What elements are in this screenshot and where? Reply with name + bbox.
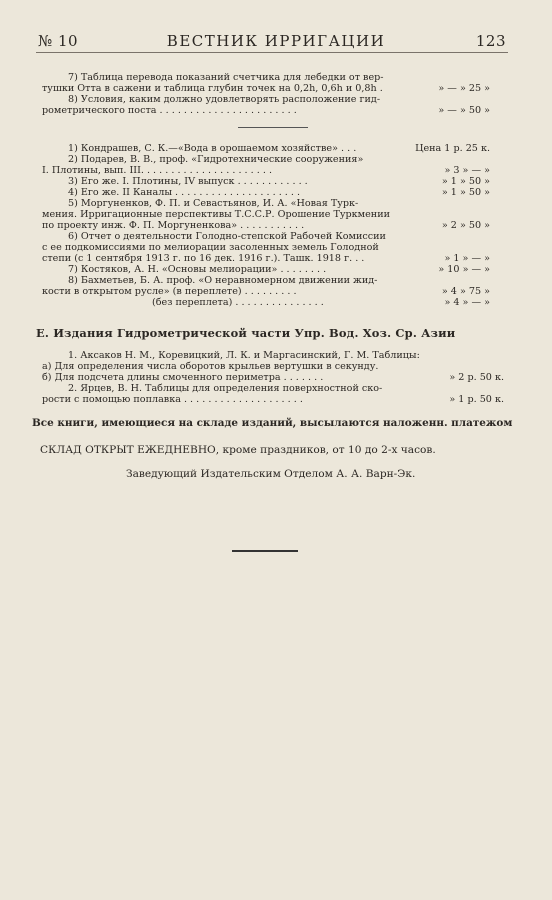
book-item-line: кости в открытом русле» (в переплете) . . . . . . . . . » 4 » 75 » <box>42 286 490 297</box>
section-e-line: рости с помощью поплавка . . . . . . . . . . . . . . . . . . . . » 1 р. 50 к. <box>42 394 504 405</box>
manager-line: Заведующий Издательским Отделом А. А. Варн-Эк. <box>126 468 416 480</box>
book-item-line: 2) Подарев, В. В., проф. «Гидротехнические сооружения» <box>68 154 364 165</box>
top-item-line: 7) Таблица перевода показаний счетчика для лебедки от вер- <box>68 72 384 83</box>
book-item-line: с ее подкомиссиями по мелиорации засоленных земель Голодной <box>42 242 379 253</box>
page-number: 123 <box>475 32 506 50</box>
book-item-line: степи (с 1 сентября 1913 г. по 16 дек. 1916 г.). Ташк. 1918 г. . . » 1 » — » <box>42 253 490 264</box>
book-item-line: 4) Его же. II Каналы . . . . . . . . . . . . . . . . . . . . . » 1 » 50 » <box>68 187 490 198</box>
section-e-line: 1. Аксаков Н. М., Коревицкий, Л. К. и Маргасинский, Г. М. Таблицы: <box>68 350 420 361</box>
section-e-line: 2. Ярцев, В. Н. Таблицы для определения поверхностной ско- <box>68 383 383 394</box>
top-item-line: рометрического поста . . . . . . . . . . . . . . . . . . . . . . . » — » 50 » <box>42 105 490 116</box>
book-item-line: 7) Костяков, А. Н. «Основы мелиорации» . . . . . . . . » 10 » — » <box>68 264 490 275</box>
notice-books: Все книги, имеющиеся на складе изданий, высылаются наложенн. платежом <box>32 417 513 429</box>
section-e-line: а) Для определения числа оборотов крыльев вертушки в секунду. <box>42 361 379 372</box>
book-item-line: мения. Ирригационные перспективы Т.С.С.Р. Орошение Туркмении <box>42 209 390 220</box>
top-item-line: тушки Отта в сажени и таблица глубин точек на 0,2h, 0,6h и 0,8h . » — » 25 » <box>42 83 490 94</box>
section-e-heading: Е. Издания Гидрометрической части Упр. Вод. Хоз. Ср. Азии <box>36 326 456 340</box>
book-item-line: 6) Отчет о деятельности Голодно-степской Рабочей Комиссии <box>68 231 386 242</box>
bottom-rule <box>232 550 298 552</box>
section-e-line: б) Для подсчета длины смоченного периметра . . . . . . . » 2 р. 50 к. <box>42 372 504 383</box>
issue-number: № 10 <box>38 32 79 50</box>
book-item-line: I. Плотины, вып. III. . . . . . . . . . . . . . . . . . . . . . » 3 » — » <box>42 165 490 176</box>
book-item-line: (без переплета) . . . . . . . . . . . . . . . » 4 » — » <box>152 297 490 308</box>
book-item-line: по проекту инж. Ф. П. Моргуненкова» . . . . . . . . . . . » 2 » 50 » <box>42 220 490 231</box>
separator-rule <box>238 127 308 128</box>
book-item-line: 3) Его же. I. Плотины, IV выпуск . . . . . . . . . . . . » 1 » 50 » <box>68 176 490 187</box>
book-item-line: 5) Моргуненков, Ф. П. и Севастьянов, И. А. «Новая Турк- <box>68 198 359 209</box>
header-rule <box>36 52 508 53</box>
top-item-line: 8) Условия, каким должно удовлетворять расположение гид- <box>68 94 381 105</box>
book-item-line: 1) Кондрашев, С. К.—«Вода в орошаемом хозяйстве» . . . Цена 1 р. 25 к. <box>68 143 490 154</box>
journal-title: ВЕСТНИК ИРРИГАЦИИ <box>166 32 386 50</box>
book-item-line: 8) Бахметьев, Б. А. проф. «О неравномерном движении жид- <box>68 275 378 286</box>
notice-warehouse: СКЛАД ОТКРЫТ ЕЖЕДНЕВНО, кроме праздников, от 10 до 2-х часов. <box>40 444 436 456</box>
